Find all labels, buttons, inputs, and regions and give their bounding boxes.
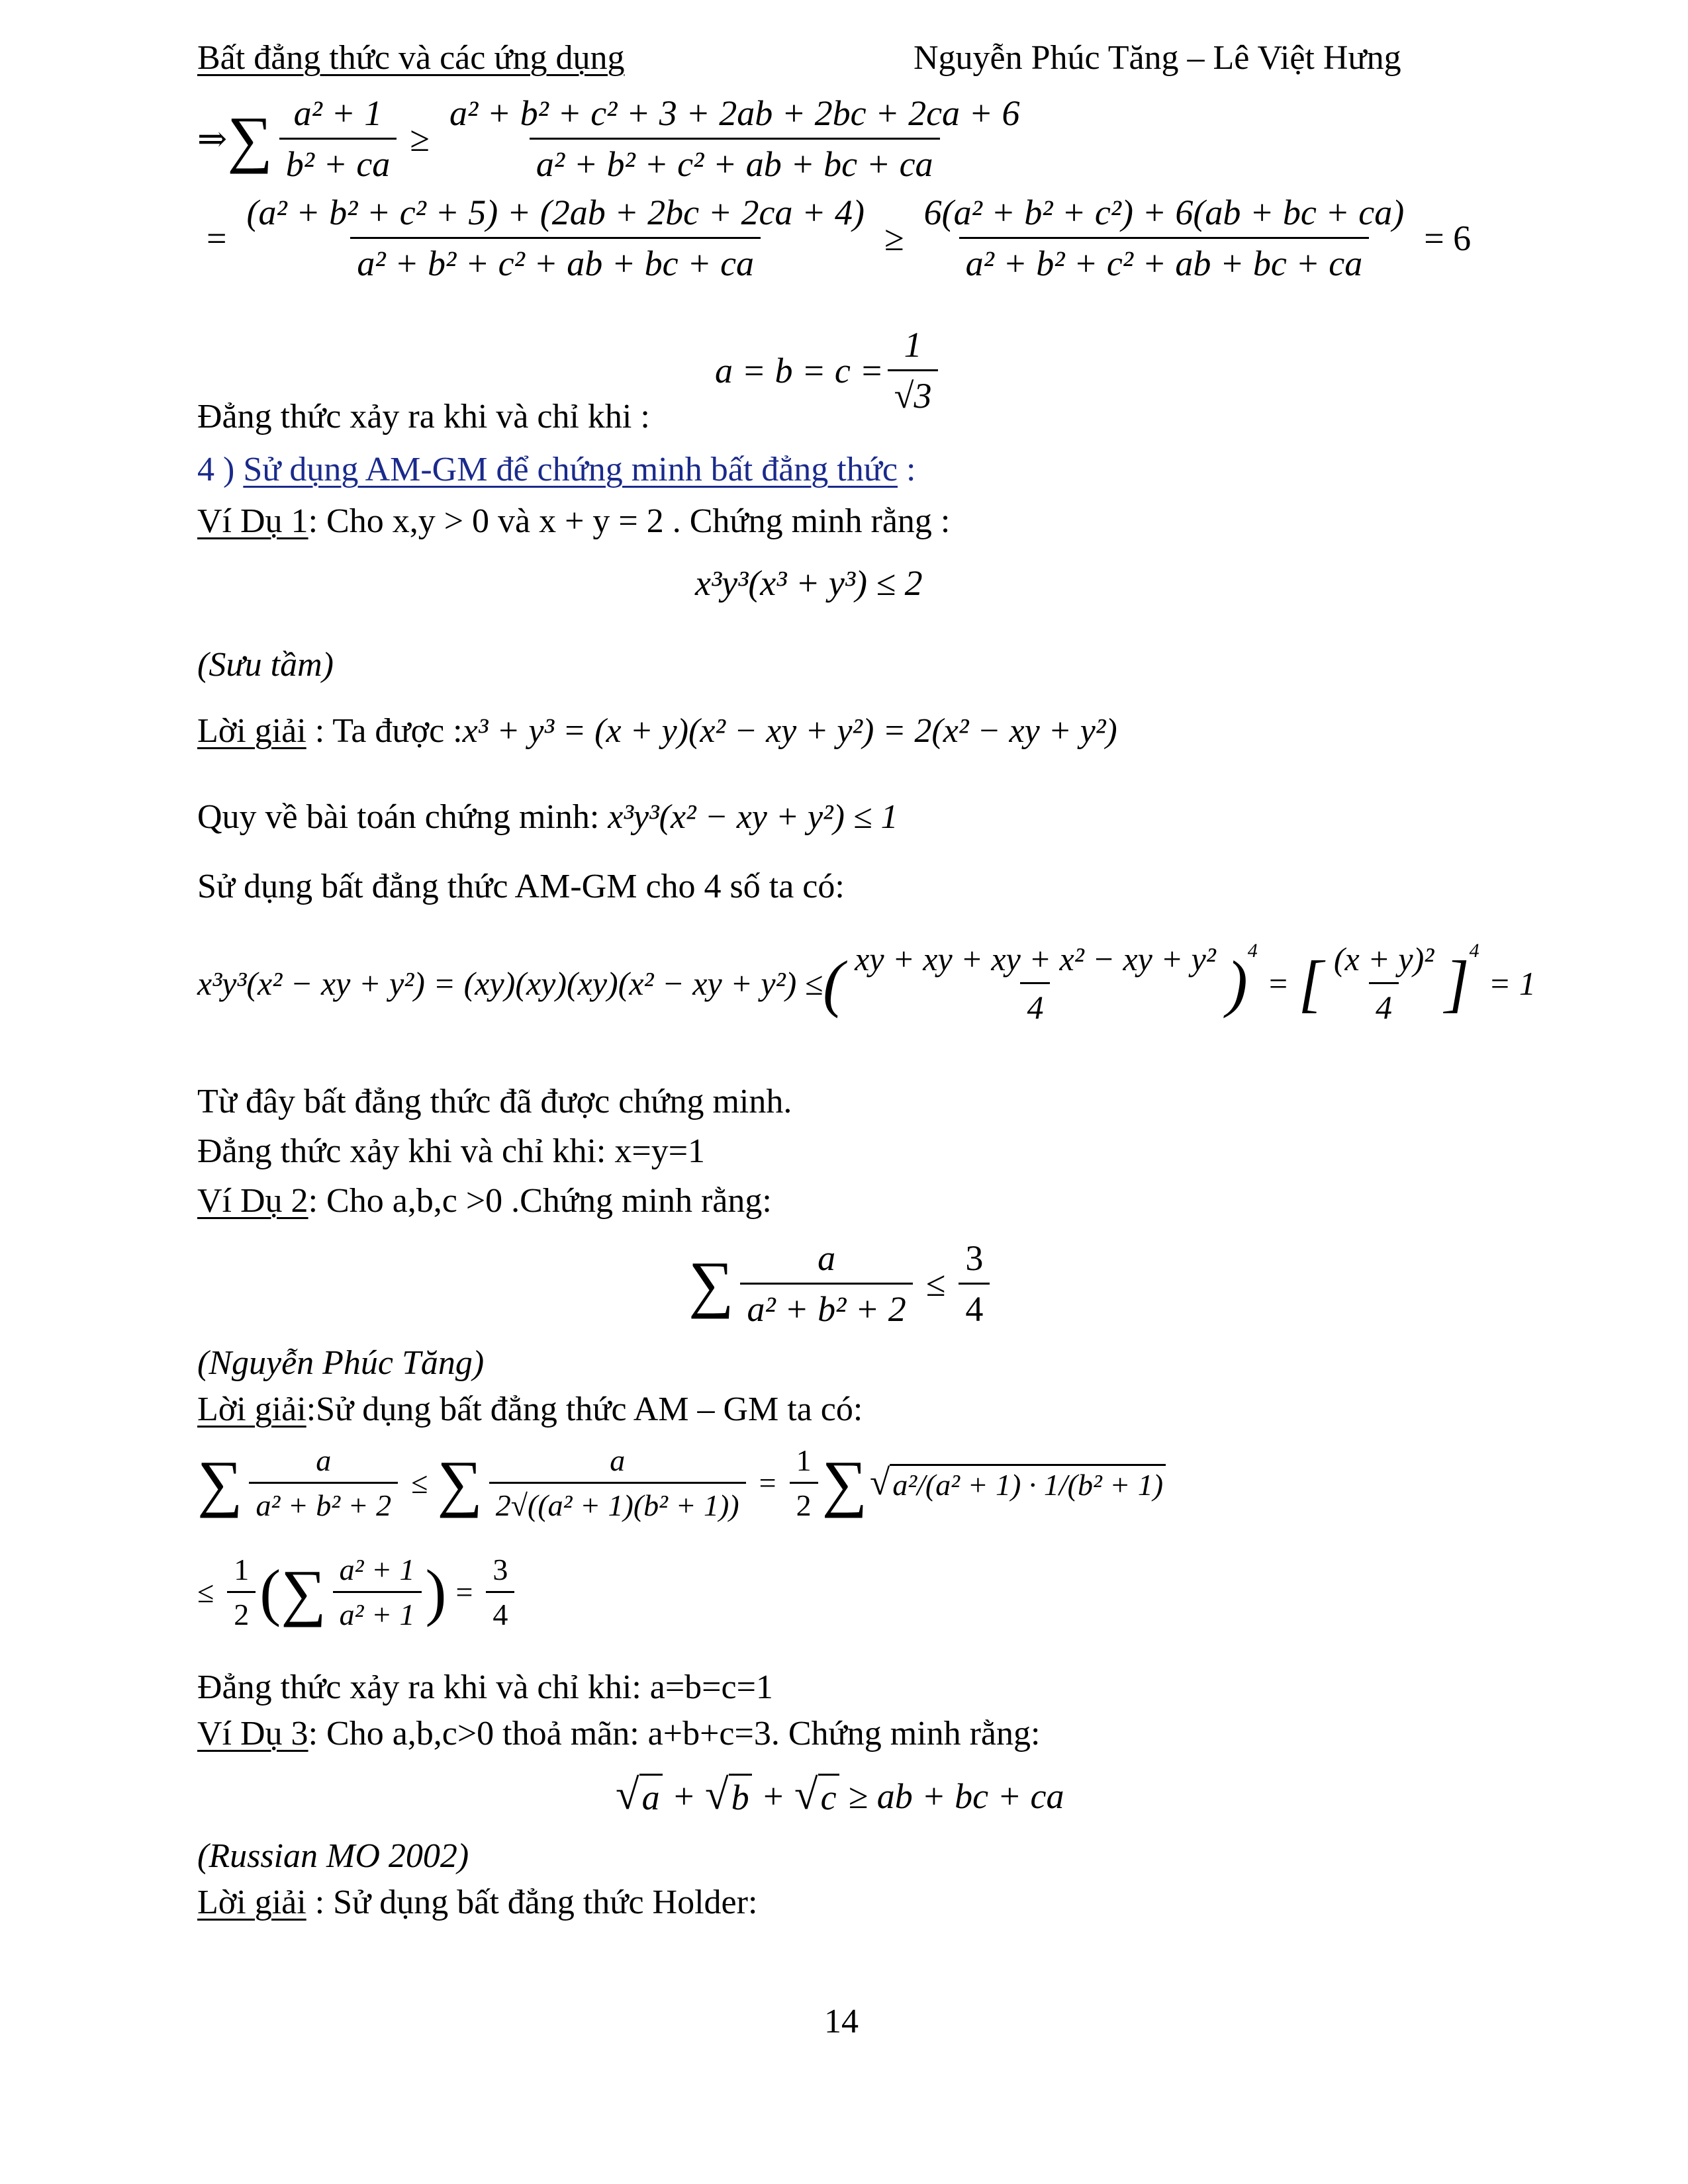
exponent: 4 bbox=[1469, 940, 1479, 962]
geq-symbol: ≥ bbox=[884, 218, 904, 258]
solution-text: :Sử dụng bất đẳng thức AM – GM ta có: bbox=[306, 1390, 863, 1428]
example-3-solution bbox=[197, 1883, 757, 1923]
numerator: 3 bbox=[492, 1553, 508, 1586]
denominator: a² + b² + c² + ab + bc + ca bbox=[530, 138, 940, 185]
example-2-inequality bbox=[688, 1238, 994, 1330]
fraction bbox=[227, 1552, 256, 1632]
example-text: : Cho x,y > 0 và x + y = 2 . Chứng minh rằng : bbox=[308, 502, 951, 540]
fraction bbox=[443, 93, 1027, 185]
sigma-symbol: ∑ bbox=[821, 1447, 868, 1518]
section-number: 4 ) bbox=[197, 451, 244, 488]
equality-value bbox=[715, 324, 942, 416]
sigma-symbol: ∑ bbox=[227, 103, 273, 174]
numerator: a bbox=[610, 1443, 626, 1477]
equation-chain bbox=[197, 192, 1480, 284]
example-2-line-2 bbox=[197, 1552, 518, 1632]
fraction bbox=[333, 1552, 422, 1632]
equation-sum-bound bbox=[197, 93, 1031, 185]
denominator: a² + b² + c² + ab + bc + ca bbox=[350, 237, 761, 284]
fraction bbox=[279, 93, 397, 185]
sigma-symbol: ∑ bbox=[197, 1447, 243, 1518]
fraction bbox=[1327, 940, 1440, 1026]
right-bracket-icon: ] bbox=[1444, 947, 1470, 1019]
denominator: 2 bbox=[790, 1482, 818, 1523]
numerator: a bbox=[316, 1443, 332, 1477]
equals-symbol: = bbox=[759, 1466, 776, 1500]
solution-label: Lời giải bbox=[197, 1884, 306, 1921]
fraction bbox=[848, 940, 1223, 1026]
equality-text: Đẳng thức xảy ra khi và chỉ khi : bbox=[197, 398, 650, 435]
fraction bbox=[917, 192, 1411, 284]
fraction bbox=[740, 1238, 912, 1330]
example-label: Ví Dụ 2 bbox=[197, 1182, 308, 1220]
sigma-symbol: ∑ bbox=[437, 1447, 483, 1518]
example-1-statement bbox=[197, 502, 950, 541]
radicand: b bbox=[729, 1774, 752, 1818]
denominator: 2 bbox=[227, 1591, 256, 1632]
sqrt-expression bbox=[870, 1461, 1166, 1502]
example-1-solution bbox=[197, 711, 1117, 751]
right-paren-icon: ) bbox=[1226, 947, 1248, 1019]
sqrt-expression bbox=[705, 1771, 752, 1819]
header-authors: Nguyễn Phúc Tăng – Lê Việt Hưng bbox=[914, 39, 1401, 77]
denominator: a² + b² + c² + ab + bc + ca bbox=[959, 237, 1370, 284]
implies-symbol: ⇒ bbox=[197, 119, 228, 159]
radicand: 3 bbox=[914, 376, 932, 416]
denominator: 4 bbox=[486, 1591, 514, 1632]
sigma-symbol: ∑ bbox=[688, 1248, 734, 1319]
sqrt-icon: √ bbox=[705, 1771, 729, 1819]
left-bracket-icon: [ bbox=[1298, 947, 1323, 1019]
solution-equation: x³ + y³ = (x + y)(x² − xy + y²) = 2(x² − xy + y²) bbox=[462, 712, 1117, 750]
denominator: a² + 1 bbox=[333, 1591, 422, 1632]
leq-symbol: ≤ bbox=[925, 1263, 946, 1304]
leq-symbol: ≤ bbox=[197, 1575, 214, 1609]
fraction bbox=[790, 1443, 818, 1523]
numerator: 1 bbox=[796, 1443, 812, 1477]
example-1-inequality: x³y³(x³ + y³) ≤ 2 bbox=[695, 563, 923, 603]
example-text: : Cho a,b,c>0 thoả mãn: a+b+c=3. Chứng minh rằng: bbox=[308, 1715, 1041, 1752]
example-label: Ví Dụ 3 bbox=[197, 1715, 308, 1752]
fraction bbox=[249, 1443, 398, 1523]
amgm-statement: Sử dụng bất đẳng thức AM-GM cho 4 số ta có: bbox=[197, 868, 845, 905]
solution-text: : Ta được : bbox=[306, 712, 463, 750]
fraction bbox=[888, 324, 939, 416]
amgm-lhs: x³y³(x² − xy + y²) = (xy)(xy)(xy)(x² − xy + y²) ≤ bbox=[197, 964, 823, 1002]
denominator: 4 bbox=[959, 1283, 990, 1330]
sqrt-icon: √ bbox=[894, 376, 914, 416]
equals-symbol: = bbox=[1266, 964, 1289, 1002]
example-3-source: (Russian MO 2002) bbox=[197, 1837, 469, 1875]
example-1-source: (Sưu tầm) bbox=[197, 646, 334, 684]
section-heading bbox=[197, 450, 915, 490]
right-paren-icon: ) bbox=[425, 1556, 447, 1627]
example-2-line-1 bbox=[197, 1443, 1166, 1523]
example-label: Ví Dụ 1 bbox=[197, 502, 308, 540]
numerator: xy + xy + xy + x² − xy + y² bbox=[855, 940, 1216, 978]
reduce-equation: x³y³(x² − xy + y²) ≤ 1 bbox=[608, 798, 898, 836]
radicand: c bbox=[818, 1774, 839, 1818]
result: = 1 bbox=[1488, 964, 1536, 1002]
fraction bbox=[486, 1552, 514, 1632]
numerator: 1 bbox=[234, 1553, 250, 1586]
left-paren-icon: ( bbox=[823, 947, 845, 1019]
plus-symbol: + bbox=[671, 1776, 696, 1816]
section-title: Sử dụng AM-GM để chứng minh bất đẳng thức bbox=[243, 451, 898, 488]
fraction bbox=[959, 1238, 990, 1330]
example-2-statement bbox=[197, 1181, 772, 1221]
sqrt-expression bbox=[794, 1771, 839, 1819]
section-colon: : bbox=[898, 451, 916, 488]
fraction bbox=[489, 1443, 746, 1523]
result: = 6 bbox=[1424, 218, 1472, 258]
sqrt-icon: √ bbox=[870, 1461, 890, 1502]
sigma-symbol: ∑ bbox=[281, 1556, 326, 1627]
denominator: a² + b² + 2 bbox=[249, 1482, 398, 1523]
sqrt-expression bbox=[616, 1771, 663, 1819]
sqrt-icon: √ bbox=[616, 1771, 639, 1819]
plus-symbol: + bbox=[761, 1776, 786, 1816]
solution-text: : Sử dụng bất đẳng thức Holder: bbox=[306, 1884, 758, 1921]
equals-symbol: = bbox=[455, 1575, 473, 1609]
proved-text: Từ đây bất đẳng thức đã được chứng minh. bbox=[197, 1083, 792, 1120]
numerator: (a² + b² + c² + 5) + (2ab + 2bc + 2ca + 4) bbox=[246, 193, 865, 232]
solution-label: Lời giải bbox=[197, 712, 306, 750]
inequality-rhs: ≥ ab + bc + ca bbox=[848, 1776, 1064, 1816]
geq-symbol: ≥ bbox=[410, 118, 430, 159]
equality-lhs: a = b = c = bbox=[715, 350, 884, 390]
sqrt-icon: √ bbox=[794, 1771, 818, 1819]
numerator: a² + 1 bbox=[293, 93, 383, 133]
example-3-inequality bbox=[616, 1771, 1074, 1819]
fraction bbox=[240, 192, 870, 284]
numerator: 3 bbox=[965, 1238, 984, 1278]
denominator: b² + ca bbox=[279, 138, 397, 185]
numerator: 1 bbox=[904, 325, 922, 365]
reduce-statement bbox=[197, 797, 898, 837]
numerator: a bbox=[818, 1238, 836, 1278]
equals-symbol: = bbox=[207, 218, 227, 258]
radicand: a bbox=[639, 1774, 663, 1818]
reduce-text: Quy về bài toán chứng minh: bbox=[197, 798, 600, 836]
page-number: 14 bbox=[824, 2003, 859, 2040]
example-2-source: (Nguyễn Phúc Tăng) bbox=[197, 1344, 485, 1382]
denominator: 4 bbox=[1020, 982, 1050, 1026]
equality-text: Đẳng thức xảy khi và chỉ khi: x=y=1 bbox=[197, 1132, 706, 1170]
example-2-solution bbox=[197, 1390, 863, 1430]
leq-symbol: ≤ bbox=[411, 1466, 428, 1500]
numerator: a² + b² + c² + 3 + 2ab + 2bc + 2ca + 6 bbox=[449, 93, 1020, 133]
example-text: : Cho a,b,c >0 .Chứng minh rằng: bbox=[308, 1182, 772, 1220]
denominator bbox=[888, 369, 939, 416]
numerator: (x + y)² bbox=[1333, 940, 1434, 978]
exponent: 4 bbox=[1247, 940, 1258, 962]
numerator: 6(a² + b² + c²) + 6(ab + bc + ca) bbox=[923, 193, 1405, 232]
denominator: a² + b² + 2 bbox=[740, 1283, 912, 1330]
example-3-statement bbox=[197, 1714, 1040, 1754]
denominator: 2√((a² + 1)(b² + 1)) bbox=[489, 1482, 746, 1523]
header-title: Bất đẳng thức và các ứng dụng bbox=[197, 39, 625, 77]
amgm-equation bbox=[197, 940, 1545, 1026]
left-paren-icon: ( bbox=[259, 1556, 281, 1627]
equality-text: Đẳng thức xảy ra khi và chỉ khi: a=b=c=1 bbox=[197, 1668, 773, 1706]
numerator: a² + 1 bbox=[339, 1553, 415, 1586]
denominator: 4 bbox=[1369, 982, 1399, 1026]
radicand: a²/(a² + 1) · 1/(b² + 1) bbox=[890, 1464, 1166, 1502]
solution-label: Lời giải bbox=[197, 1390, 306, 1428]
